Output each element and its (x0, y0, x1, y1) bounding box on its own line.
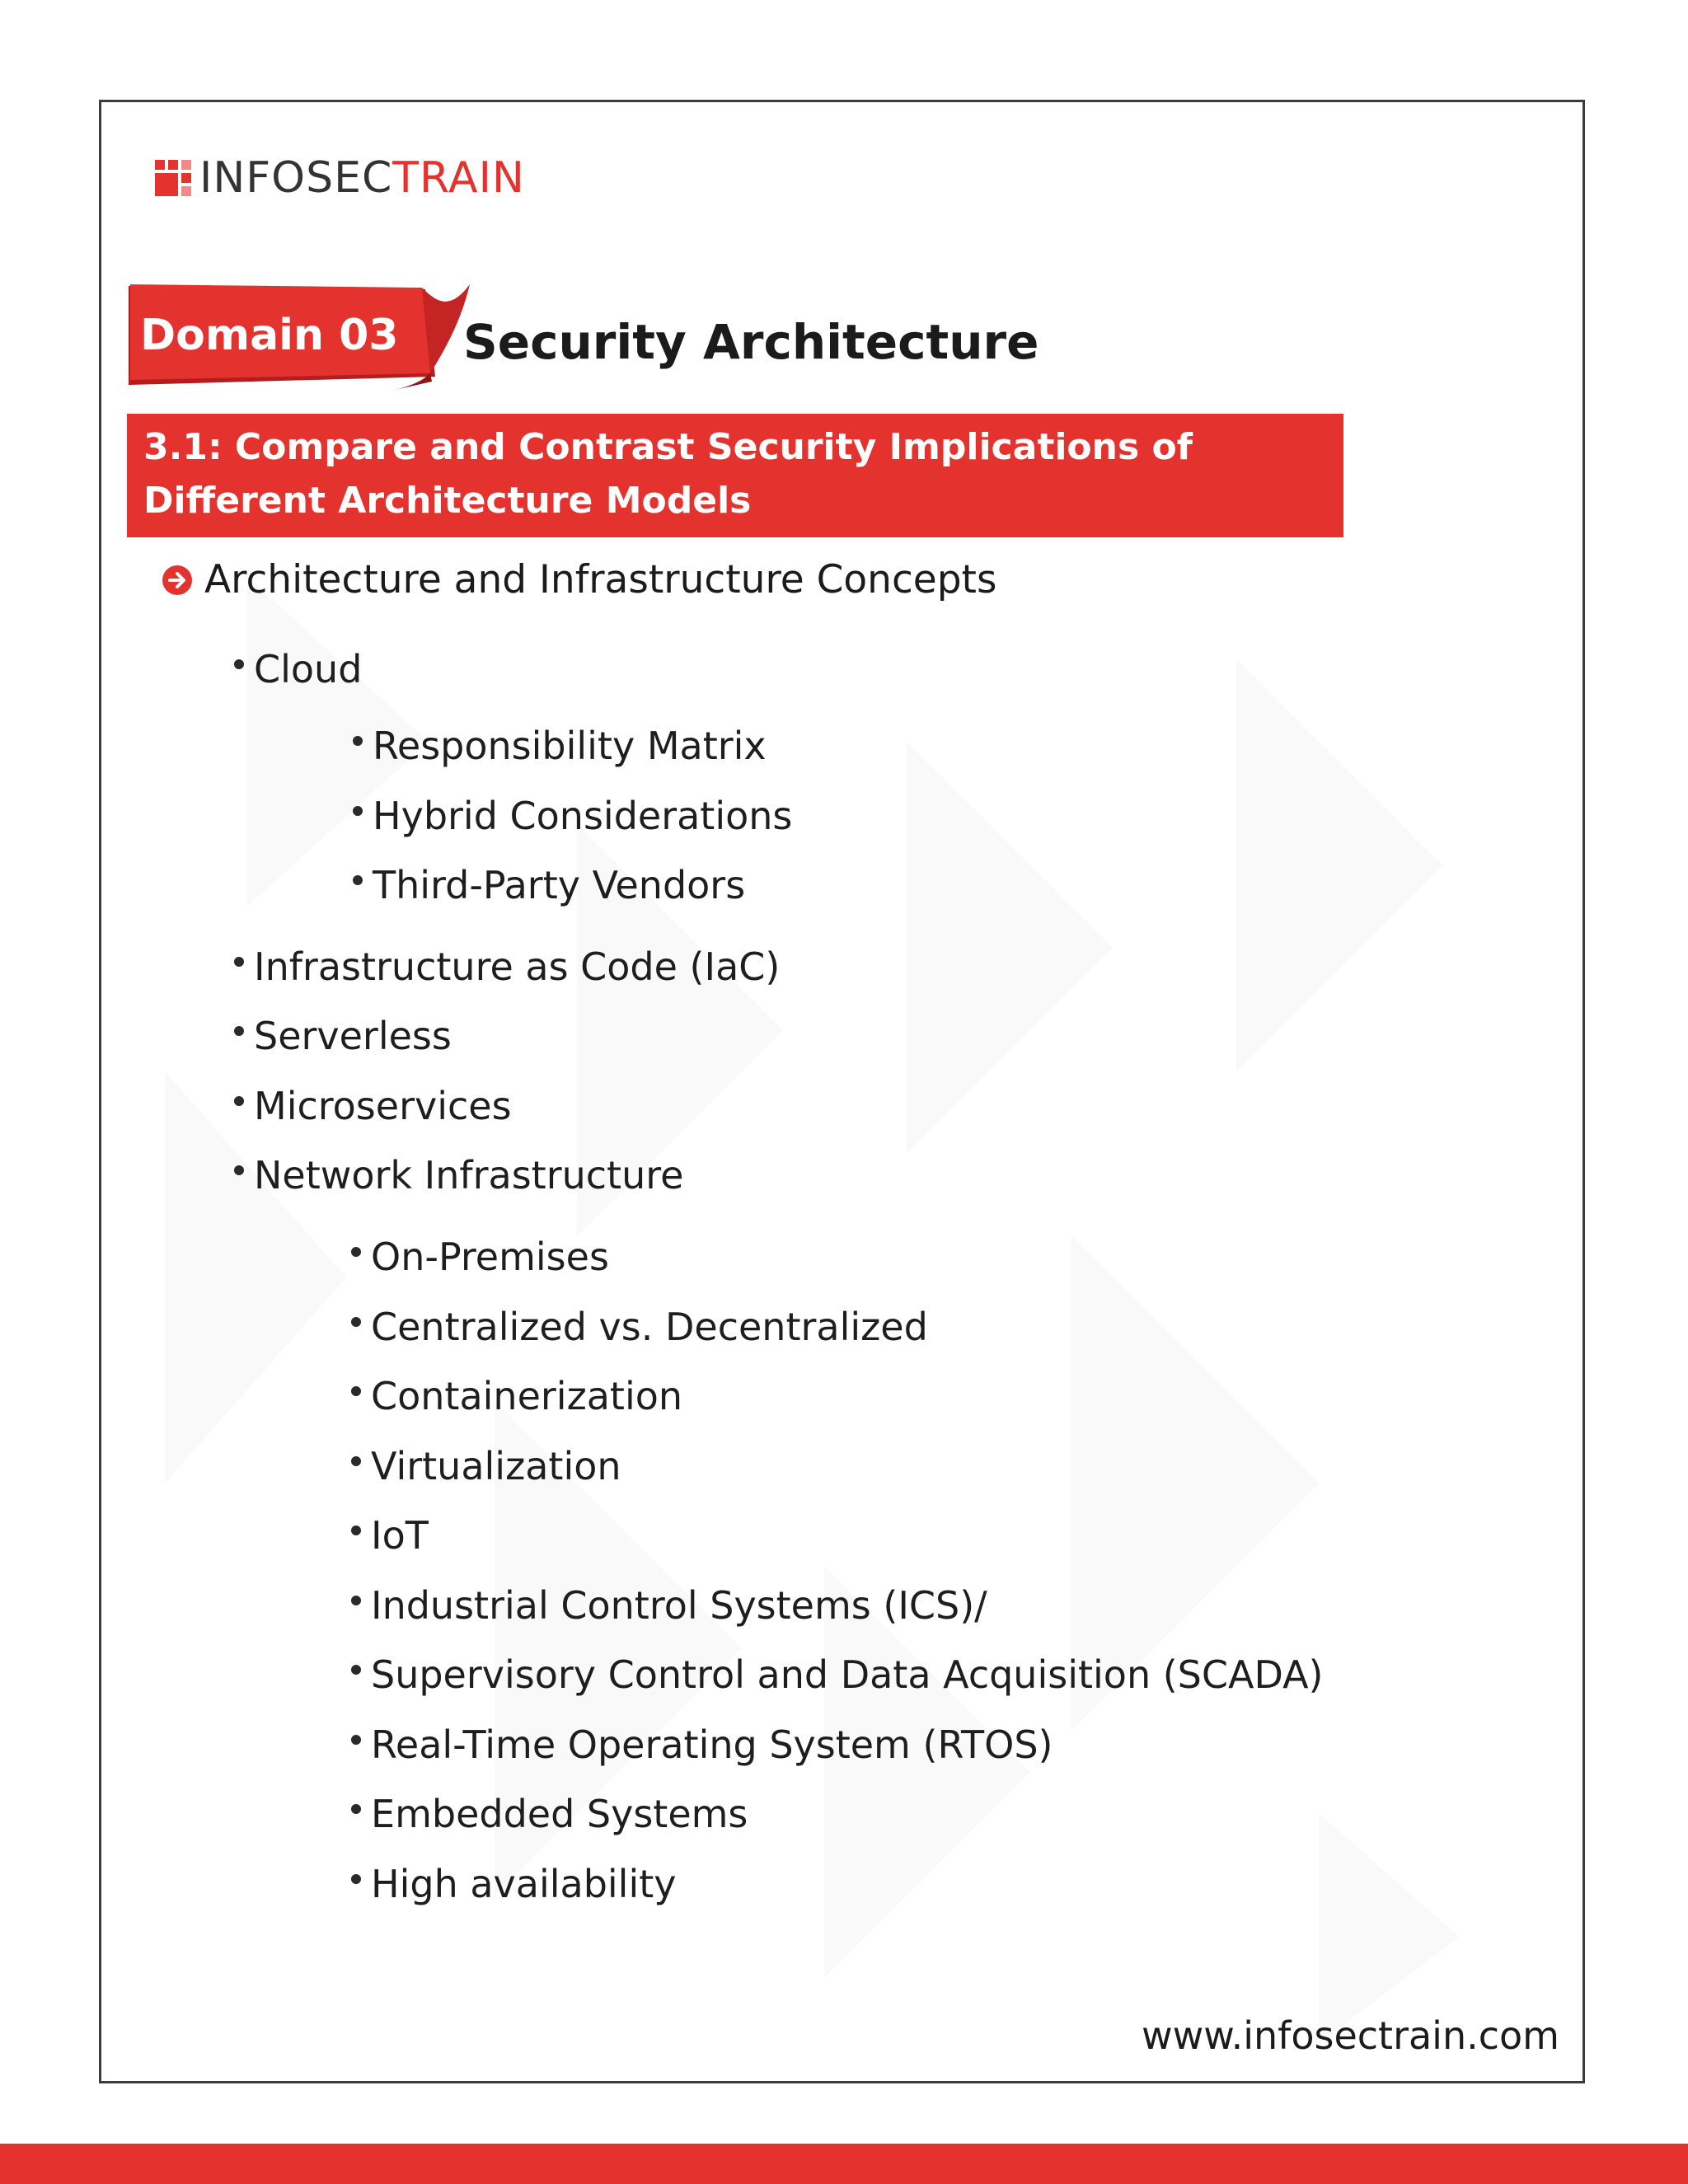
list-item-text: Responsibility Matrix (373, 724, 767, 768)
brand-name (199, 153, 525, 203)
section-heading-text: Architecture and Infrastructure Concepts (204, 557, 997, 602)
list-item-text: Third-Party Vendors (373, 863, 746, 907)
bullet-icon (353, 736, 363, 746)
bullet-icon (234, 1165, 244, 1175)
objective-text: 3.1: Compare and Contrast Security Implications of Different Architecture Models (143, 426, 1193, 522)
list-item (234, 1081, 512, 1131)
list-item (351, 1720, 1053, 1769)
list-item (351, 1371, 682, 1421)
brand-name-red: TRAIN (392, 153, 525, 203)
bullet-icon (351, 1526, 361, 1535)
section-heading (162, 555, 996, 605)
list-item-text: Virtualization (371, 1444, 621, 1488)
bullet-icon (351, 1735, 361, 1745)
list-item-text: Network Infrastructure (254, 1153, 684, 1197)
list-item-text: Infrastructure as Code (IaC) (254, 944, 781, 989)
objective-banner (127, 414, 1343, 537)
bullet-icon (351, 1596, 361, 1605)
list-item (351, 1511, 429, 1560)
bullet-icon (351, 1874, 361, 1884)
list-item-text: Real-Time Operating System (RTOS) (371, 1722, 1053, 1767)
bullet-icon (351, 1456, 361, 1466)
list-item-text: On-Premises (371, 1235, 609, 1279)
footer-url-link[interactable]: www.infosectrain.com (1141, 2013, 1559, 2058)
list-item (353, 721, 767, 771)
list-item-text: High availability (371, 1862, 677, 1906)
page-title: Security Architecture (463, 314, 1039, 370)
list-item-text: Serverless (254, 1014, 452, 1058)
list-item-text: Cloud (254, 647, 363, 691)
list-item-text: Embedded Systems (371, 1792, 748, 1836)
bullet-icon (234, 1096, 244, 1106)
brand-logo (155, 153, 525, 203)
list-item (351, 1232, 609, 1282)
list-item-text: Industrial Control Systems (ICS)/ (371, 1583, 987, 1628)
bullet-icon (351, 1665, 361, 1675)
list-item (234, 644, 362, 694)
list-item (234, 1151, 683, 1200)
list-item-text: IoT (371, 1513, 429, 1558)
list-item-text: Supervisory Control and Data Acquisition (SCADA) (371, 1652, 1324, 1697)
list-item (234, 1011, 452, 1061)
list-item (351, 1581, 987, 1630)
bullet-icon (351, 1317, 361, 1327)
domain-tag-label: Domain 03 (140, 311, 399, 360)
list-item (351, 1789, 748, 1839)
bullet-icon (351, 1804, 361, 1814)
bottom-accent-bar (0, 2144, 1688, 2184)
list-item (234, 942, 780, 991)
list-item (351, 1302, 928, 1352)
list-item (351, 1650, 1323, 1699)
arrow-circle-right-icon (162, 565, 193, 596)
bullet-icon (234, 957, 244, 967)
bullet-icon (353, 875, 363, 885)
bullet-icon (234, 1026, 244, 1036)
list-item-text: Hybrid Considerations (373, 794, 793, 838)
logo-mark-icon (155, 160, 191, 196)
list-item (351, 1859, 677, 1909)
bullet-icon (351, 1386, 361, 1396)
bullet-icon (353, 806, 363, 816)
list-item (353, 860, 745, 910)
brand-name-dark: INFOSEC (199, 153, 393, 203)
list-item-text: Centralized vs. Decentralized (371, 1305, 928, 1349)
bullet-icon (234, 659, 244, 669)
list-item (351, 1441, 621, 1491)
bullet-icon (351, 1247, 361, 1257)
list-item-text: Microservices (254, 1084, 512, 1128)
list-item-text: Containerization (371, 1374, 683, 1418)
list-item (353, 791, 792, 841)
